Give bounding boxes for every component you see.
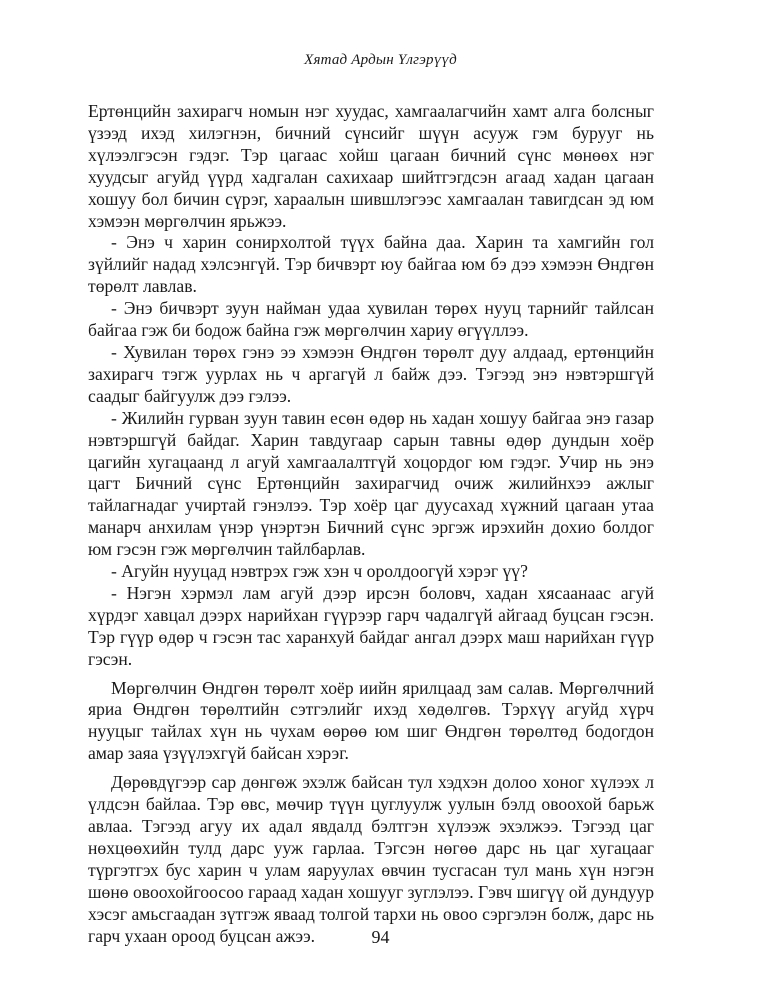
paragraph: - Агуйн нууцад нэвтрэх гэж хэн ч оролдоогүй хэрэг үү?: [111, 561, 528, 582]
paragraph: Дөрөвдүгээр сар дөнгөж эхэлж байсан тул хэдхэн долоо хоног хүлээх л үлдсэн байлаа. Тэр өвс, мөчир түүн цуглуулж уулын бэлд овоохой барьж авлаа. Тэгээд агуу их адал явдалд бэлтгэн хүлээж эхэлжээ. Тэгээд цаг нөхцөөхийн тулд дарс ууж гарлаа. Тэгсэн нөгөө дарс нь цаг хугацааг түргэтгэх бус харин ч улам яаруулах өвчин тусгасан тул мань хүн нэгэн шөнө овоохойгоосоо гараад хадан хошууг зуглэлээ. Гэвч шигүү ой дундуур хэсэг амьсгаадан зүтгэж яваад толгой тархи нь овоо сэргэлэн болж, дарс нь гарч ухаан ороод буцсан ажээ.: [88, 772, 654, 946]
running-header: Хятад Ардын Үлгэрүүд: [304, 52, 457, 68]
paragraph: - Энэ бичвэрт зуун найман удаа хувилан төрөх нууц тарнийг тайлсан байгаа гэж би бодож байна гэж мөргөлчин хариу өгүүллээ.: [88, 298, 654, 341]
paragraph: - Хувилан төрөх гэнэ ээ хэмээн Өндгөн төрөлт дуу алдаад, ертөнцийн захирагч тэгж уурлах нь ч аргагүй л байж дээ. Тэгээд энэ нэвтэршгүй саадыг байгуулж дээ гэлээ.: [88, 341, 654, 406]
paragraph: - Жилийн гурван зуун тавин есөн өдөр нь хадан хошуу байгаа энэ газар нэвтэршгүй байдаг. Харин тавдугаар сарын тавны өдөр дундын хоёр цагийн хугацаанд л агуй хамгаалалтгүй хоцордог юм гэдэг. Учир нь энэ цагт Бичний сүнс Ертөнцийн захирагчид очиж жилийнхээ ажлыг тайлагнадаг учиртай гэнэлээ. Тэр хоёр цаг дуусахад хүжний цагаан утаа манарч анхилам үнэр үнэртэн Бичний сүнс эргэж ирэхийн дохио болдог юм гэсэн гэж мөргөлчин тайлбарлав.: [88, 407, 654, 560]
page-number: 94: [371, 927, 390, 947]
paragraph: Ертөнцийн захирагч номын нэг хуудас, хамгаалагчийн хамт алга болсныг үзээд ихэд хилэгнэн, бичний сүнсийг шүүн асууж гэм бурууг нь хүлээлгэсэн гэдэг. Тэр цагаас хойш цагаан бичний сүнс мөнөөх нэг хуудсыг агуйд үүрд хадгалан сахихаар шийтгэгдсэн агаад хадан цагаан хошуу бол бичин сүрэг, хараалын шившлэгээс хамгаалан тавигдсан эд юм хэмээн мөргөлчин ярьжээ.: [88, 101, 654, 231]
paragraph: Мөргөлчин Өндгөн төрөлт хоёр иийн ярилцаад зам салав. Мөргөлчний яриа Өндгөн төрөлтийн сэтгэлийг ихэд хөдөлгөв. Тэрхүү агуйд хүрч нууцыг тайлах хүн нь чухам өөрөө юм шиг Өндгөн төрөлтөд бодогдон амар заяа үзүүлэхгүй байсан хэрэг.: [88, 677, 654, 764]
body-text: [88, 101, 654, 947]
paragraph: - Нэгэн хэрмэл лам агуй дээр ирсэн боловч, хадан хясаанаас агуй хүрдэг хавцал дээрх нарийхан гүүрээр гарч чадалгүй айгаад буцсан гэсэн. Тэр гүүр өдөр ч гэсэн тас харанхуй байдаг ангал дээрх маш нарийхан гүүр гэсэн.: [88, 582, 654, 669]
paragraph: - Энэ ч харин сонирхолтой түүх байна даа. Харин та хамгийн гол зүйлийг надад хэлсэнгүй. Тэр бичвэрт юу байгаа юм бэ дээ хэмээн Өндгөн төрөлт лавлав.: [88, 232, 654, 297]
